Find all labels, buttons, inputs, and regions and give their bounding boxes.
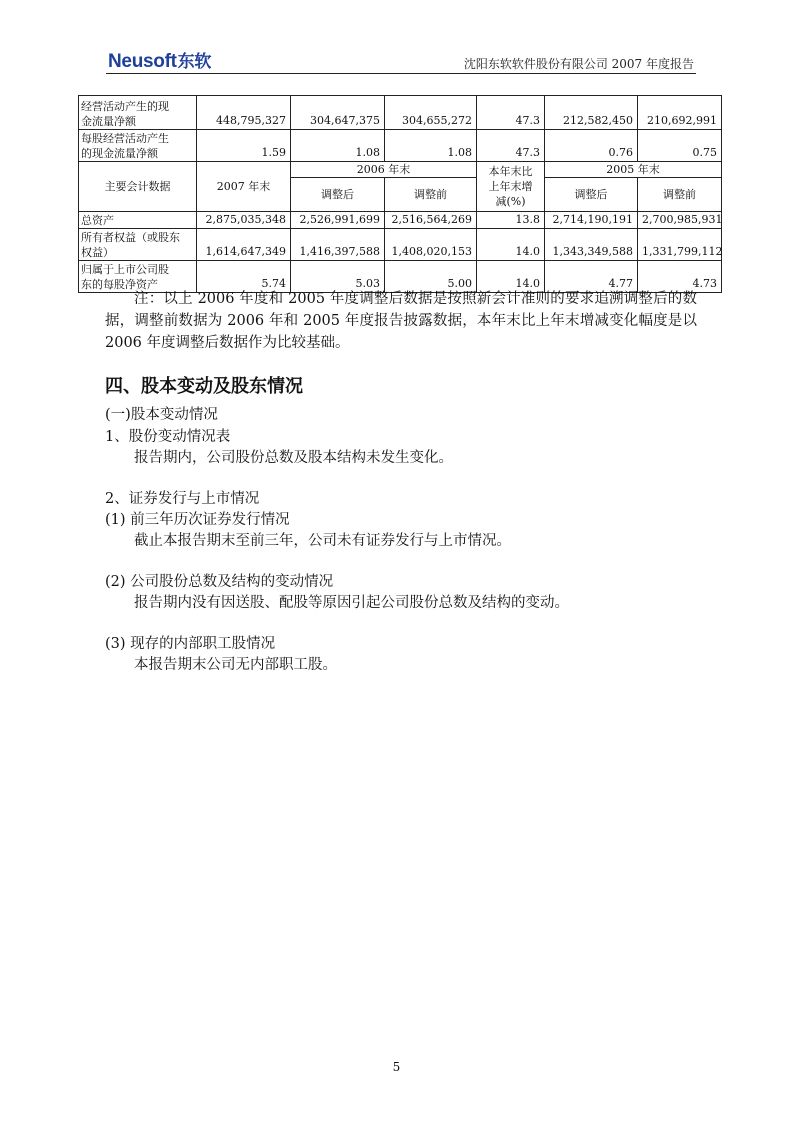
header-adjusted-before: 调整前 (638, 178, 722, 212)
item-text: 报告期内，公司股份总数及股本结构未发生变化。 (134, 450, 453, 466)
cell-value: 14.0 (477, 261, 545, 293)
item-title: 1、股份变动情况表 (105, 429, 231, 445)
cell-value: 1.08 (291, 130, 385, 162)
header-adjusted-after: 调整后 (545, 178, 638, 212)
cell-value: 1,614,647,349 (197, 229, 291, 261)
cell-value: 2,875,035,348 (197, 212, 291, 229)
cell-value: 5.03 (291, 261, 385, 293)
item-text: 本报告期末公司无内部职工股。 (134, 657, 337, 673)
header-2007: 2007 年末 (197, 162, 291, 212)
header-change: 本年末比 上年末增 减(%) (477, 162, 545, 212)
cell-value: 2,714,190,191 (545, 212, 638, 229)
cell-value: 2,516,564,269 (385, 212, 477, 229)
row-label: 每股经营活动产生 的现金流量净额 (79, 130, 197, 162)
item-text: 报告期内没有因送股、配股等原因引起公司股份总数及结构的变动。 (134, 595, 569, 611)
page-header (106, 46, 696, 72)
neusoft-logo (108, 47, 211, 73)
logo-latin: Neusoft (108, 51, 177, 72)
cell-value: 4.77 (545, 261, 638, 293)
cell-value: 210,692,991 (638, 96, 722, 130)
cell-value: 0.76 (545, 130, 638, 162)
cell-value: 5.00 (385, 261, 477, 293)
cell-value: 4.73 (638, 261, 722, 293)
table-note: 注：以上 2006 年度和 2005 年度调整后数据是按照新会计准则的要求追溯调整后的数据，调整前数据为 2006 年和 2005 年度报告披露数据，本年末比上年末增减变化幅度是以 2006 年度调整后数据作为比较基础。 (105, 291, 697, 351)
header-2005: 2005 年末 (545, 162, 722, 178)
logo-cn: 东软 (177, 52, 212, 71)
header-adjusted-after: 调整后 (291, 178, 385, 212)
cell-value: 304,647,375 (291, 96, 385, 130)
cell-value: 1,408,020,153 (385, 229, 477, 261)
table-row (79, 96, 722, 130)
row-label: 归属于上市公司股 东的每股净资产 (79, 261, 197, 293)
table-header-row (79, 162, 722, 178)
table-row (79, 229, 722, 261)
cell-value: 1,331,799,112 (638, 229, 722, 261)
item-title: 2、证券发行与上市情况 (105, 491, 260, 507)
item-title: (1) 前三年历次证券发行情况 (105, 512, 290, 528)
item-text: 截止本报告期末至前三年，公司未有证券发行与上市情况。 (134, 533, 511, 549)
page-number: 5 (392, 1060, 401, 1074)
header-2006: 2006 年末 (291, 162, 477, 178)
row-label: 经营活动产生的现 金流量净额 (79, 96, 197, 130)
section-heading: 四、股本变动及股东情况 (105, 376, 303, 397)
cell-value: 47.3 (477, 130, 545, 162)
cell-value: 1,343,349,588 (545, 229, 638, 261)
cell-value: 14.0 (477, 229, 545, 261)
table-row (79, 130, 722, 162)
key-financials-table (78, 95, 722, 293)
cell-value: 2,700,985,931 (638, 212, 722, 229)
row-label: 所有者权益（或股东 权益） (79, 229, 197, 261)
header-main-label: 主要会计数据 (79, 162, 197, 212)
subsection-title: (一)股本变动情况 (105, 407, 218, 423)
item-title: (3) 现存的内部职工股情况 (105, 636, 276, 652)
table-row (79, 212, 722, 229)
cell-value: 304,655,272 (385, 96, 477, 130)
item-title: (2) 公司股份总数及结构的变动情况 (105, 574, 334, 590)
cell-value: 0.75 (638, 130, 722, 162)
cell-value: 5.74 (197, 261, 291, 293)
cell-value: 13.8 (477, 212, 545, 229)
cell-value: 1.59 (197, 130, 291, 162)
cell-value: 212,582,450 (545, 96, 638, 130)
header-rule (106, 73, 696, 74)
row-label: 总资产 (79, 212, 197, 229)
cell-value: 448,795,327 (197, 96, 291, 130)
report-title: 沈阳东软软件股份有限公司 2007 年度报告 (463, 57, 694, 71)
cell-value: 1,416,397,588 (291, 229, 385, 261)
cell-value: 2,526,991,699 (291, 212, 385, 229)
header-adjusted-before: 调整前 (385, 178, 477, 212)
cell-value: 1.08 (385, 130, 477, 162)
cell-value: 47.3 (477, 96, 545, 130)
